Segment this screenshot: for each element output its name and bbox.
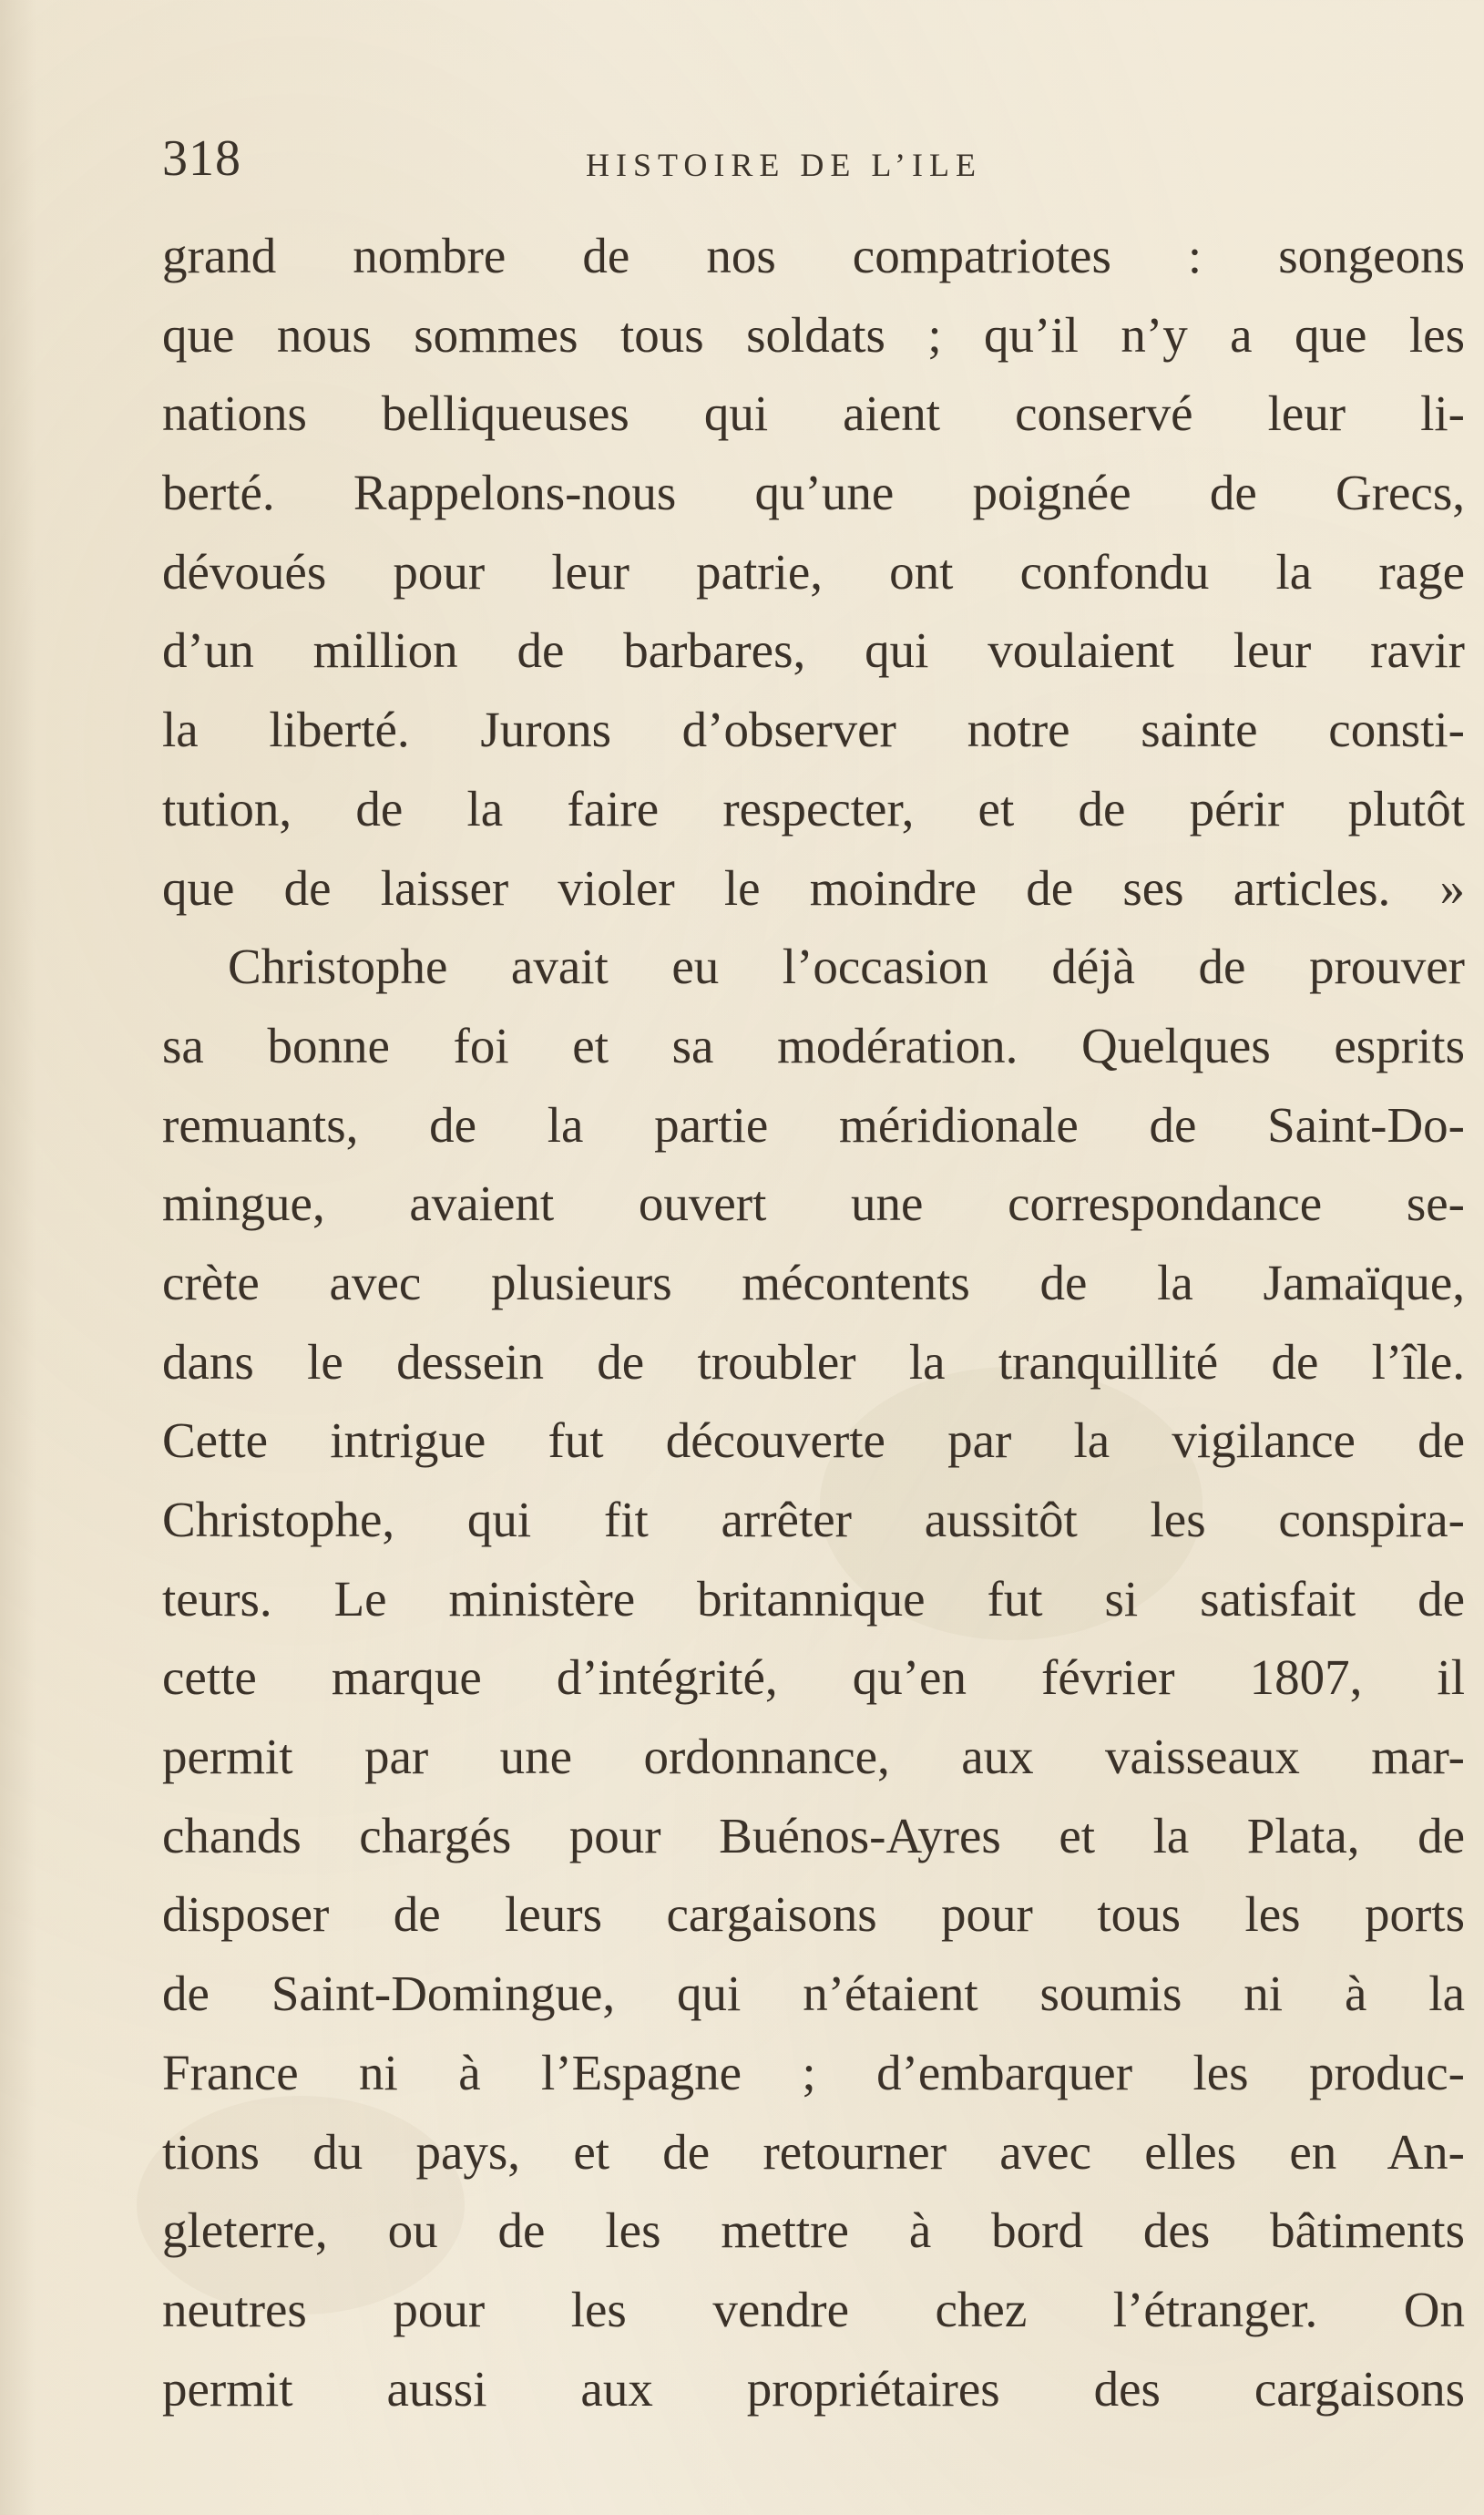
text-line: nations belliqueuses qui aient conservé leur li- xyxy=(162,385,1465,442)
text-line: mingue, avaient ouvert une correspondance se- xyxy=(162,1175,1465,1232)
text-line: teurs. Le ministère britannique fut si satisfait de xyxy=(162,1570,1465,1627)
text-line: grand nombre de nos compatriotes : songeons xyxy=(162,228,1465,283)
text-line: Christophe, qui fit arrêter aussitôt les conspira- xyxy=(162,1492,1465,1547)
text-line: tution, de la faire respecter, et de périr plutôt xyxy=(162,780,1465,837)
text-line: chands chargés pour Buénos-Ayres et la Plata, de xyxy=(162,1807,1465,1863)
text-line: dévoués pour leur patrie, ont confondu la rage xyxy=(162,543,1465,600)
text-line: cette marque d’intégrité, qu’en février 1807, il xyxy=(162,1649,1465,1706)
body-text xyxy=(162,217,1465,2428)
text-line: France ni à l’Espagne ; d’embarquer les produc- xyxy=(162,2044,1465,2100)
text-line: permit aussi aux propriétaires des cargaisons xyxy=(162,2360,1465,2417)
text-line: permit par une ordonnance, aux vaisseaux mar- xyxy=(162,1729,1465,1785)
text-line: de Saint-Domingue, qui n’étaient soumis ni à la xyxy=(162,1966,1465,2022)
text-line: sa bonne foi et sa modération. Quelques esprits xyxy=(162,1017,1465,1073)
text-line: gleterre, ou de les mettre à bord des bâtiments xyxy=(162,2202,1465,2259)
page-spine-shadow xyxy=(0,0,36,2515)
text-line: Cette intrigue fut découverte par la vigilance de xyxy=(162,1412,1465,1469)
text-line: la liberté. Jurons d’observer notre sainte consti- xyxy=(162,702,1465,758)
running-head: HISTOIRE DE L’ILE xyxy=(586,147,982,183)
text-line: crète avec plusieurs mécontents de la Jamaïque, xyxy=(162,1254,1465,1310)
text-line: neutres pour les vendre chez l’étranger. On xyxy=(162,2281,1465,2337)
text-line: que de laisser violer le moindre de ses articles. » xyxy=(162,859,1465,916)
page-header xyxy=(162,129,1484,193)
text-line: dans le dessein de troubler la tranquillité de l’île. xyxy=(162,1333,1465,1390)
page-number: 318 xyxy=(162,130,241,187)
text-line: berté. Rappelons-nous qu’une poignée de Grecs, xyxy=(162,465,1465,521)
text-line: que nous sommes tous soldats ; qu’il n’y a que les xyxy=(162,306,1465,363)
text-line: remuants, de la partie méridionale de Saint-Do- xyxy=(162,1096,1465,1153)
text-line: disposer de leurs cargaisons pour tous les ports xyxy=(162,1886,1465,1943)
paragraph-start-line: Christophe avait eu l’occasion déjà de prouver xyxy=(228,939,1465,995)
text-line: d’un million de barbares, qui voulaient leur ravir xyxy=(162,622,1465,679)
text-line: tions du pays, et de retourner avec elles en An- xyxy=(162,2123,1465,2180)
